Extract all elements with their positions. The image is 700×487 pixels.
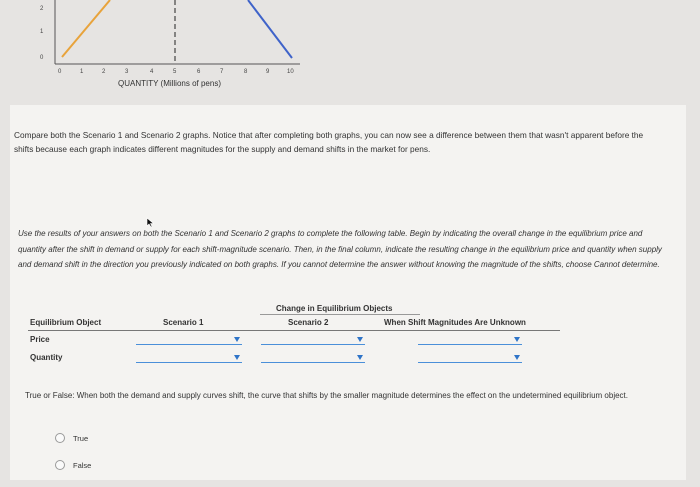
chevron-down-icon <box>514 355 520 360</box>
mouse-cursor-icon <box>146 217 155 228</box>
chevron-down-icon <box>234 355 240 360</box>
compare-instructions: Compare both the Scenario 1 and Scenario 2 graphs. Notice that after completing both graphs, you can now see a difference between them that wasn't apparent before the shifts because each graph indicates different magnitudes for the supply and demand shifts in the market for pens. <box>14 130 644 154</box>
table-instructions: Use the results of your answers on both the Scenario 1 and Scenario 2 graphs to complete the following table. Begin by indicating the overall change in the equilibrium price and quantity after the shift in demand or supply for each shift-magnitude scenario. Then, in the final column, indicate the resulting change in the equilibrium price and quantity when supply and demand shift in the direction you previously indicated on both graphs. If you cannot determine the answer without knowing the magnitude of the shifts, choose Cannot determine. <box>18 229 662 269</box>
option-false[interactable] <box>55 460 91 470</box>
price-unknown-dropdown[interactable] <box>418 337 522 345</box>
equilibrium-table <box>28 300 568 370</box>
x-tick-label: 1 <box>80 69 84 75</box>
row-label-price: Price <box>30 335 50 344</box>
content-panel <box>10 105 686 480</box>
x-tick-label: 7 <box>220 69 224 75</box>
y-tick-label: 2 <box>40 6 44 12</box>
quantity-scenario-2-dropdown[interactable] <box>261 355 365 363</box>
y-tick-label: 1 <box>40 29 44 35</box>
col-header-object: Equilibrium Object <box>30 318 102 327</box>
chevron-down-icon <box>357 355 363 360</box>
x-axis-label: QUANTITY (Millions of pens) <box>118 79 221 88</box>
group-header: Change in Equilibrium Objects <box>276 304 393 313</box>
chevron-down-icon <box>357 337 363 342</box>
graph-canvas <box>0 0 700 100</box>
option-true-label: True <box>73 433 89 443</box>
x-tick-label: 10 <box>287 69 294 75</box>
header-divider <box>28 330 560 331</box>
quantity-unknown-dropdown[interactable] <box>418 355 522 363</box>
x-tick-label: 5 <box>173 69 177 75</box>
option-false-label: False <box>73 460 92 470</box>
chevron-down-icon <box>514 337 520 342</box>
graph-fragment <box>0 0 700 100</box>
price-scenario-1-dropdown[interactable] <box>136 337 242 345</box>
row-label-quantity: Quantity <box>30 353 63 362</box>
x-tick-label: 4 <box>150 69 154 75</box>
x-tick-label: 0 <box>58 69 62 75</box>
quantity-scenario-1-dropdown[interactable] <box>136 355 242 363</box>
option-true[interactable] <box>55 433 88 443</box>
x-tick-label: 6 <box>197 69 201 75</box>
chevron-down-icon <box>234 337 240 342</box>
demand-curve <box>248 0 292 58</box>
x-tick-label: 8 <box>244 69 248 75</box>
true-false-question: True or False: When both the demand and supply curves shift, the curve that shifts by the smaller magnitude determines the effect on the undetermined equilibrium object. <box>25 391 628 400</box>
x-tick-label: 2 <box>102 69 106 75</box>
price-scenario-2-dropdown[interactable] <box>261 337 365 345</box>
radio-true[interactable] <box>55 433 65 443</box>
col-header-scenario-2: Scenario 2 <box>288 318 329 327</box>
col-header-unknown: When Shift Magnitudes Are Unknown <box>384 318 526 327</box>
y-tick-label: 0 <box>40 55 44 61</box>
x-tick-label: 9 <box>266 69 270 75</box>
radio-false[interactable] <box>55 460 65 470</box>
col-header-scenario-1: Scenario 1 <box>163 318 204 327</box>
group-header-divider <box>260 314 420 315</box>
supply-curve <box>62 0 110 57</box>
x-tick-label: 3 <box>125 69 129 75</box>
